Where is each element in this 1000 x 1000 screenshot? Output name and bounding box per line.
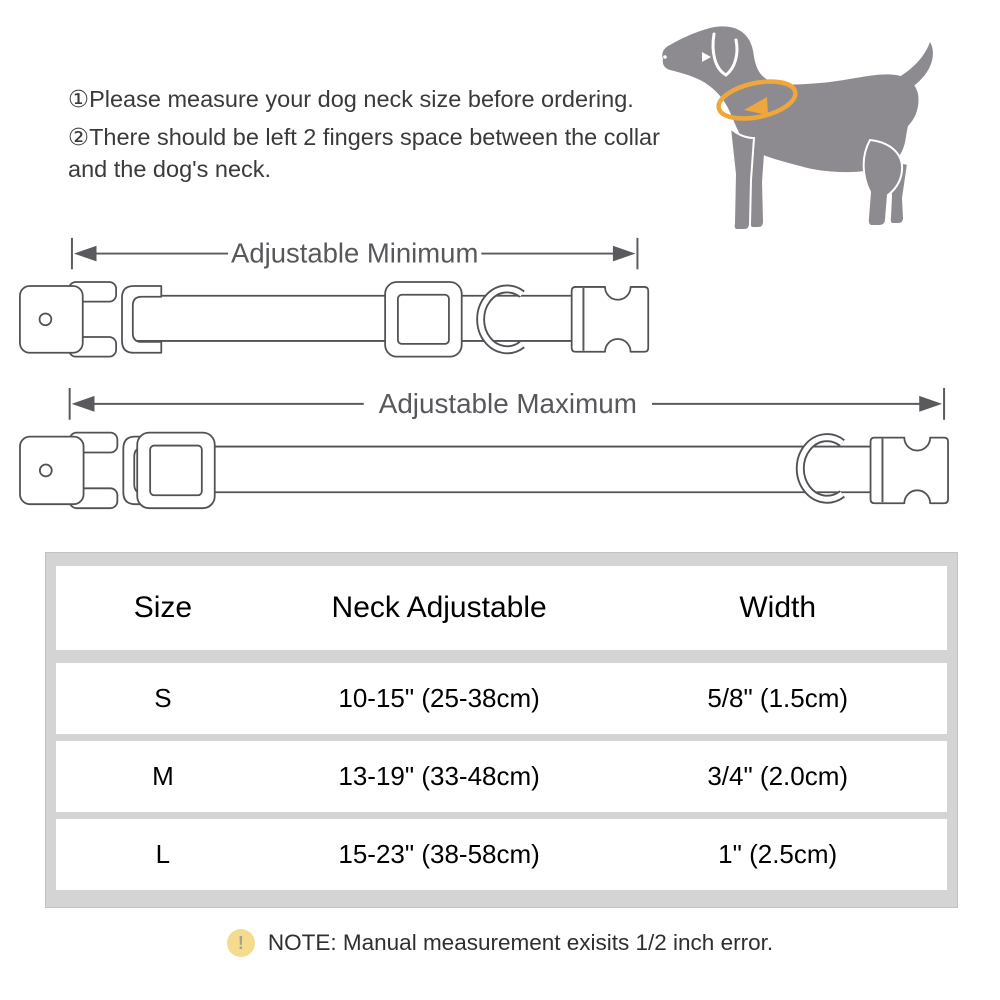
collar-minimum-drawing: [20, 282, 648, 357]
buckle-male-icon: [871, 438, 949, 504]
buckle-female-icon: [20, 282, 116, 357]
dog-silhouette-icon: [650, 12, 952, 250]
slider-buckle-icon: [385, 282, 462, 357]
minimum-label: Adjustable Minimum: [231, 237, 479, 269]
table-header-row: [56, 566, 947, 650]
exclamation-icon: !: [227, 929, 255, 957]
cell-neck-adjustable: 10-15" (25-38cm): [338, 683, 540, 713]
maximum-label: Adjustable Maximum: [378, 387, 637, 419]
note-bar: [0, 929, 1000, 957]
dog-illustration: [650, 12, 952, 250]
cell-neck-adjustable: 15-23" (38-58cm): [338, 839, 540, 869]
minimum-dimension-arrow: [72, 237, 638, 269]
instruction-1: ①Please measure your dog neck size before ordering.: [68, 86, 634, 112]
measuring-instructions: [68, 84, 668, 192]
buckle-male-icon: [572, 287, 649, 352]
cell-width: 1" (2.5cm): [718, 839, 838, 869]
table-row-m: [56, 741, 947, 812]
slider-buckle-icon: [137, 433, 215, 509]
table-row-s: [56, 663, 947, 734]
collar-maximum-drawing: [20, 433, 948, 509]
header-neck-adjustable: Neck Adjustable: [331, 591, 547, 624]
cell-neck-adjustable: 13-19" (33-48cm): [338, 761, 540, 791]
header-size: Size: [133, 591, 193, 624]
adjustable-maximum-diagram: [14, 380, 958, 529]
note-text: NOTE: Manual measurement exisits 1/2 inch error.: [267, 930, 774, 955]
collar-strap: [124, 296, 588, 341]
cell-size: L: [155, 839, 171, 869]
dog-nose-dot: [663, 55, 667, 59]
adjustable-minimum-diagram: [14, 230, 662, 377]
buckle-female-icon: [20, 433, 117, 509]
cell-width: 5/8" (1.5cm): [707, 683, 849, 713]
table-row-l: [56, 819, 947, 890]
header-width: Width: [739, 591, 817, 624]
cell-size: S: [154, 683, 172, 713]
maximum-dimension-arrow: [70, 388, 944, 420]
collar-strap: [125, 447, 888, 493]
cell-size: M: [152, 761, 174, 791]
size-chart-table: [45, 552, 958, 908]
instruction-2: ②There should be left 2 fingers space between the collar and the dog's neck.: [68, 124, 660, 182]
cell-width: 3/4" (2.0cm): [707, 761, 849, 791]
